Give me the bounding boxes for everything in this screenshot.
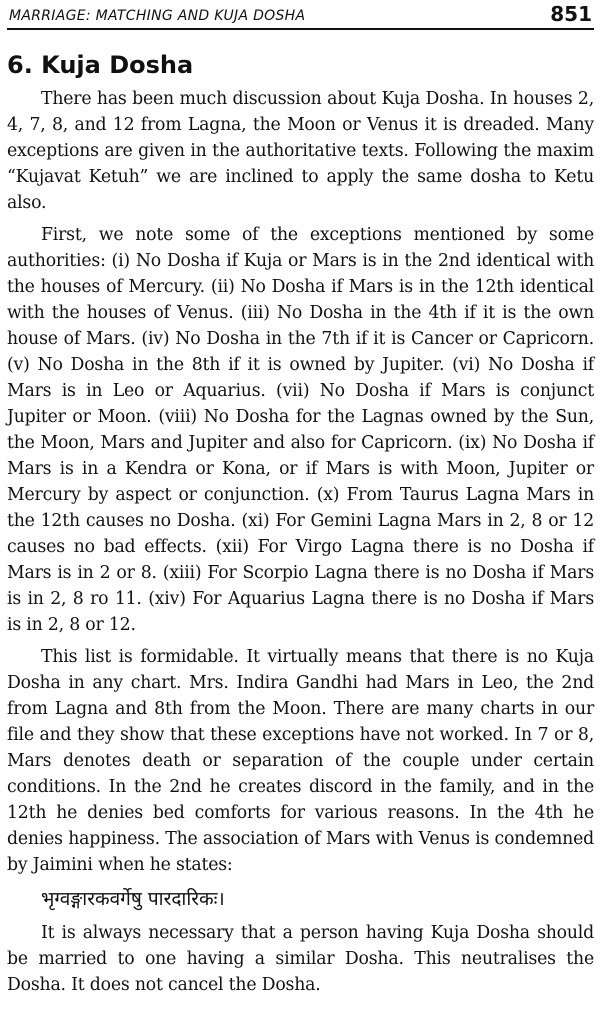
- running-header: [7, 0, 594, 30]
- page-number: 851: [550, 2, 592, 26]
- paragraph-intro: There has been much discussion about Kuja Dosha. In houses 2, 4, 7, 8, and 12 from Lagna, the Moon or Venus it is dreaded. Many exceptions are given in the authoritative texts. Following the maxim “Kujavat Ketuh” we are inclined to apply the same dosha to Ketu also.: [7, 89, 594, 214]
- paragraph-closing: It is always necessary that a person having Kuja Dosha should be married to one having a similar Dosha. This neutralises the Dosha. It does not cancel the Dosha.: [7, 923, 594, 996]
- running-title: MARRIAGE: MATCHING AND KUJA DOSHA: [9, 8, 306, 24]
- paragraph-exceptions: First, we note some of the exceptions mentioned by some authorities: (i) No Dosha if Kuja or Mars is in the 2nd identical with the houses of Mercury. (ii) No Dosha if Mars is in the 12th identical with the houses of Venus. (iii) No Dosha in the 4th if it is the own house of Mars. (iv) No Dosha in the 7th if it is Cancer or Capricorn. (v) No Dosha in the 8th if it is owned by Jupiter. (vi) No Dosha if Mars is in Leo or Aquarius. (vii) No Dosha if Mars is conjunct Jupiter or Moon. (viii) No Dosha for the Lagnas owned by the Sun, the Moon, Mars and Jupiter and also for Capricorn. (ix) No Dosha if Mars is in a Kendra or Kona, or if Mars is with Moon, Jupiter or Mercury by aspect or conjunction. (x) From Taurus Lagna Mars in the 12th causes no Dosha. (xi) For Gemini Lagna Mars in 2, 8 or 12 causes no bad effects. (xii) For Virgo Lagna there is no Dosha if Mars is in 2 or 8. (xiii) For Scorpio Lagna there is no Dosha if Mars is in 2, 8 ro 11. (xiv) For Aquarius Lagna there is no Dosha if Mars is in 2, 8 or 12.: [7, 225, 594, 636]
- paragraph-discussion: This list is formidable. It virtually means that there is no Kuja Dosha in any chart. Mrs. Indira Gandhi had Mars in Leo, the 2nd from Lagna and 8th from the Moon. There are many charts in our file and they show that these exceptions have not worked. In 7 or 8, Mars denotes death or separation of the couple under certain conditions. In the 2nd he creates discord in the family, and in the 12th he denies bed comforts for various reasons. In the 4th he denies happiness. The association of Mars with Venus is condemned by Jaimini when he states:: [7, 647, 594, 876]
- sanskrit-quote: भृग्वङ्गारकवर्गेषु पारदारिकः।: [41, 888, 225, 911]
- section-heading: 6. Kuja Dosha: [7, 51, 194, 79]
